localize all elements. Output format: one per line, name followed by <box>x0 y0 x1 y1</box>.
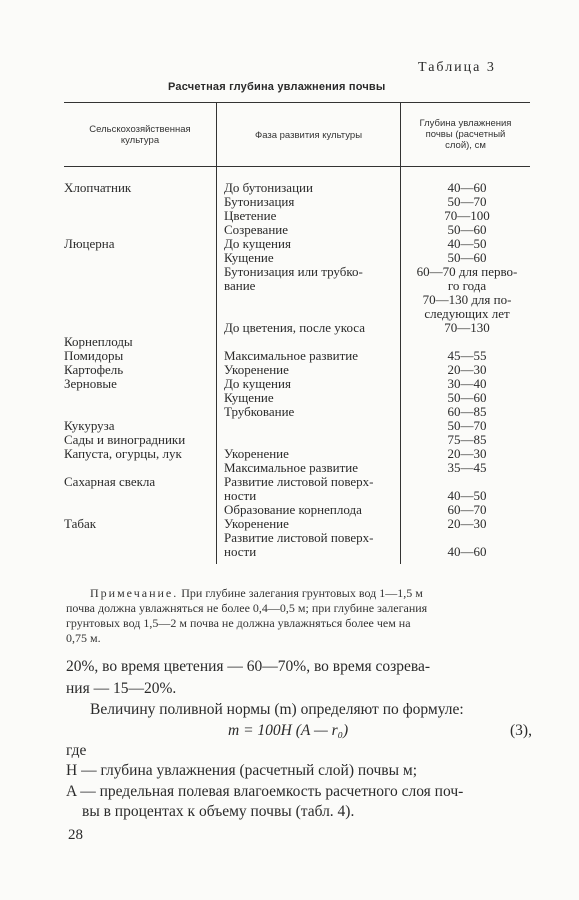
table-cell-crop: Капуста, огурцы, лук <box>64 446 182 461</box>
table-cell-depth: 60—70 <box>447 502 487 517</box>
definition-a-line-1: A — предельная полевая влагоемкость расчетного слоя поч- <box>66 783 464 800</box>
table-cell-depth: 50—70 <box>447 418 487 433</box>
table-cell-phase: Укоренение <box>224 516 289 531</box>
table-cell-phase: вание <box>224 278 256 293</box>
table-cell-phase: Максимальное развитие <box>224 460 359 475</box>
column-divider-1 <box>216 102 217 564</box>
table-cell-crop: Сахарная свекла <box>64 474 156 489</box>
table-cell-depth: 50—70 <box>447 194 487 209</box>
table-header-rule <box>64 166 530 167</box>
definition-h: H — глубина увлажнения (расчетный слой) почвы м; <box>66 762 418 779</box>
table-cell-crop: Картофель <box>64 362 124 377</box>
table-cell-phase: До кущения <box>224 236 291 251</box>
table-cell-crop: Кукуруза <box>64 418 115 433</box>
column-header-phase: Фаза развития культуры <box>254 130 363 141</box>
table-title: Расчетная глубина увлажнения почвы <box>168 81 386 93</box>
table-cell-crop: Зерновые <box>64 376 117 391</box>
table-cell-depth: 45—55 <box>447 348 487 363</box>
table-cell-depth: 40—60 <box>447 180 487 195</box>
table-cell-phase: Развитие листовой поверх- <box>224 530 374 545</box>
table-cell-depth: 60—70 для перво- <box>416 264 518 279</box>
body-line-3: Величину поливной нормы (m) определяют по формуле: <box>90 701 464 718</box>
table-cell-phase: Укоренение <box>224 446 289 461</box>
table-cell-phase: Созревание <box>224 222 288 237</box>
table-cell-phase: Цветение <box>224 208 277 223</box>
definition-a-line-2: вы в процентах к объему почвы (табл. 4). <box>82 803 355 820</box>
table-cell-depth: 70—130 для по- <box>422 292 512 307</box>
table-cell-depth: следующих лет <box>424 306 510 321</box>
table-cell-crop: Помидоры <box>64 348 124 363</box>
column-header-depth: Глубина увлажнения почвы (расчетный слой), см <box>419 118 512 151</box>
table-cell-crop: Хлопчатник <box>64 180 132 195</box>
table-cell-depth: 20—30 <box>447 446 487 461</box>
table-cell-depth: 50—60 <box>447 222 487 237</box>
table-cell-phase: Укоренение <box>224 362 289 377</box>
column-divider-2 <box>400 102 401 564</box>
where-label: где <box>66 742 87 759</box>
table-cell-depth: 75—85 <box>447 432 487 447</box>
table-cell-phase: До цветения, после укоса <box>224 320 365 335</box>
formula: m = 100H (A — r₀) <box>228 722 349 739</box>
table-cell-depth: 40—50 <box>447 488 487 503</box>
table-cell-crop: Сады и виноградники <box>64 432 186 447</box>
table-cell-depth: 50—60 <box>447 390 487 405</box>
table-cell-depth: 35—45 <box>447 460 487 475</box>
table-number: Таблица 3 <box>418 60 496 75</box>
table-cell-crop: Табак <box>64 516 97 531</box>
table-cell-depth: 50—60 <box>447 250 487 265</box>
table-cell-phase: До кущения <box>224 376 291 391</box>
table-cell-phase: Трубкование <box>224 404 295 419</box>
table-top-rule <box>64 102 530 103</box>
table-cell-crop: Люцерна <box>64 236 115 251</box>
table-cell-depth: 30—40 <box>447 376 487 391</box>
equation-number: (3), <box>510 722 532 739</box>
table-cell-phase: Бутонизация или трубко- <box>224 264 363 279</box>
body-line-2: ния — 15—20%. <box>66 680 177 697</box>
table-cell-depth: 70—130 <box>444 320 490 335</box>
table-cell-depth: 70—100 <box>444 208 490 223</box>
table-note: Примечание. При глубине залегания грунтовых вод 1—1,5 м почва должна увлажняться не более 0,4—0,5 м; при глубине залегания грунтовых вод 1,5—2 м почва не должна увлажняться более чем на 0,75 м. <box>66 586 428 645</box>
table-cell-depth: 40—60 <box>447 544 487 559</box>
table-cell-phase: Бутонизация <box>224 194 295 209</box>
table-cell-phase: Образование корнеплода <box>224 502 362 517</box>
table-cell-depth: 20—30 <box>447 362 487 377</box>
table-cell-phase: До бутонизации <box>224 180 313 195</box>
table-cell-phase: ности <box>224 488 257 503</box>
table-cell-depth: 60—85 <box>447 404 487 419</box>
table-cell-phase: Кущение <box>224 250 274 265</box>
table-cell-crop: Корнеплоды <box>64 334 133 349</box>
table-cell-phase: Кущение <box>224 390 274 405</box>
page-number: 28 <box>68 827 83 843</box>
table-cell-phase: ности <box>224 544 257 559</box>
column-header-crop: Сельскохозяйственная культура <box>89 124 191 146</box>
table-cell-depth: 40—50 <box>447 236 487 251</box>
table-cell-phase: Максимальное развитие <box>224 348 359 363</box>
body-line-1: 20%, во время цветения — 60—70%, во время созрева- <box>66 658 431 675</box>
table-cell-depth: го года <box>447 278 487 293</box>
table-cell-depth: 20—30 <box>447 516 487 531</box>
note-label: Примечание. <box>90 586 179 600</box>
table-cell-phase: Развитие листовой поверх- <box>224 474 374 489</box>
